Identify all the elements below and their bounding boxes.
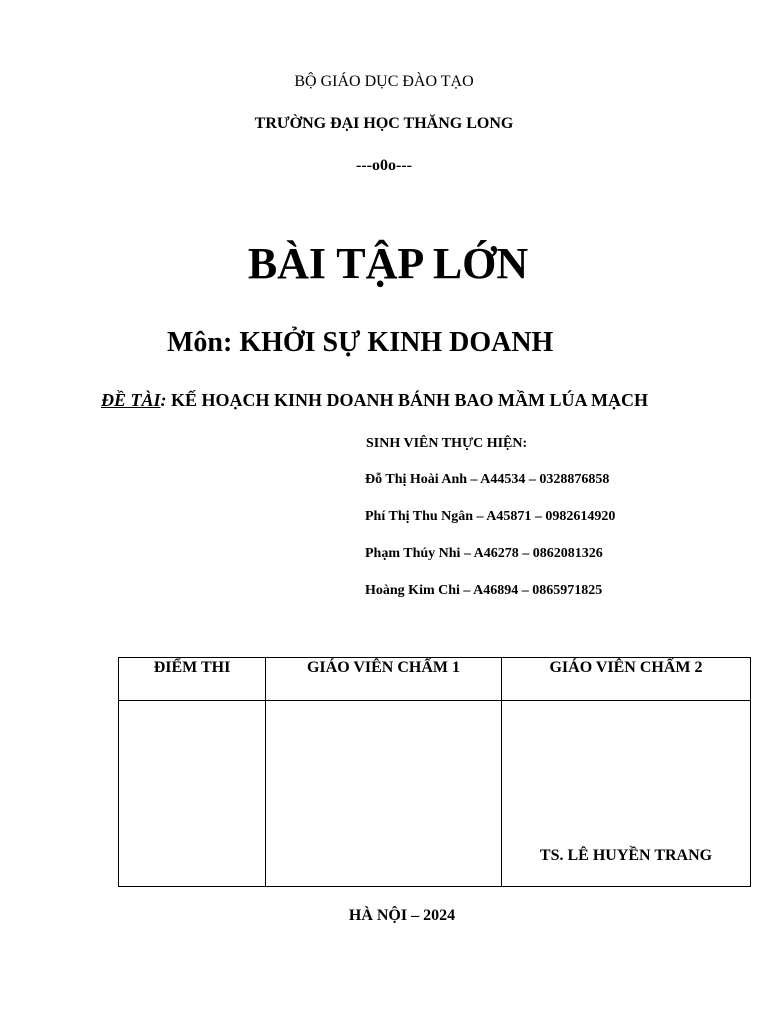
students-heading: SINH VIÊN THỰC HIỆN:	[366, 436, 528, 451]
place-year: HÀ NỘI – 2024	[348, 907, 456, 924]
grade-table	[118, 657, 751, 887]
topic-label: ĐỀ TÀI	[101, 390, 161, 410]
ornament-divider: ---o0o---	[356, 157, 412, 174]
subject-line: Môn: KHỞI SỰ KINH DOANH	[167, 327, 554, 358]
examiner-2-header: GIÁO VIÊN CHẤM 2	[502, 658, 751, 701]
student-entry: Đỗ Thị Hoài Anh – A44534 – 0328876858	[365, 472, 610, 487]
topic-line	[101, 390, 648, 411]
student-entry: Phạm Thúy Nhi – A46278 – 0862081326	[365, 546, 603, 561]
grade-table-header-row	[119, 658, 751, 701]
student-entry: Hoàng Kim Chi – A46894 – 0865971825	[365, 583, 603, 598]
score-header: ĐIỂM THI	[119, 658, 266, 701]
score-cell	[119, 701, 266, 887]
document-title: BÀI TẬP LỚN	[247, 239, 529, 288]
grade-table-body-row	[119, 701, 751, 887]
student-entry: Phí Thị Thu Ngân – A45871 – 0982614920	[365, 509, 616, 524]
university-name: TRƯỜNG ĐẠI HỌC THĂNG LONG	[254, 115, 514, 132]
examiner-2-cell: TS. LÊ HUYỀN TRANG	[502, 701, 751, 887]
topic-text: KẾ HOẠCH KINH DOANH BÁNH BAO MẦM LÚA MẠCH	[166, 390, 649, 410]
examiner-1-cell	[266, 701, 502, 887]
topic-colon: :	[160, 390, 167, 410]
ministry-name: BỘ GIÁO DỤC ĐÀO TẠO	[294, 73, 474, 90]
examiner-1-header: GIÁO VIÊN CHẤM 1	[266, 658, 502, 701]
